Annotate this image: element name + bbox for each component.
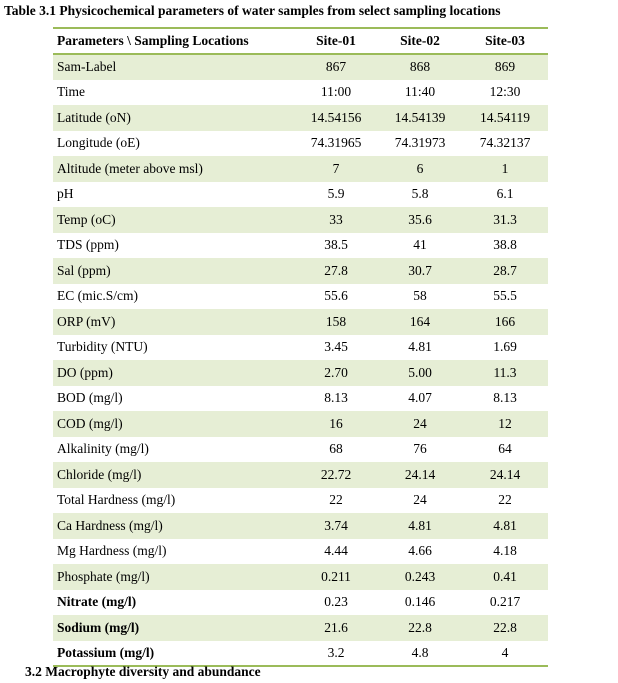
site-01-value: 158 — [325, 313, 347, 329]
param-name: TDS (ppm) — [57, 237, 119, 253]
table-row — [53, 590, 548, 616]
site-01-value: 74.31965 — [310, 135, 362, 151]
param-name: Longitude (oE) — [57, 135, 140, 151]
site-01-value: 21.6 — [324, 619, 348, 635]
site-02-value: 22.8 — [408, 619, 432, 635]
table-row — [53, 411, 548, 437]
site-02-value: 41 — [413, 237, 427, 253]
site-03-value: 14.54119 — [479, 109, 531, 125]
param-name: COD (mg/l) — [57, 415, 123, 431]
table-caption: Table 3.1 Physicochemical parameters of water samples from select sampling locations — [4, 3, 501, 18]
site-03-value: 0.41 — [493, 568, 517, 584]
site-01-value: 3.74 — [324, 517, 348, 533]
site-03-value: 1.69 — [493, 339, 517, 355]
site-02-value: 24 — [413, 415, 427, 431]
site-01-value: 33 — [329, 211, 343, 227]
site-01-value: 2.70 — [324, 364, 348, 380]
site-02-value: 76 — [413, 441, 427, 457]
site-02-value: 868 — [409, 59, 431, 75]
site-02-value: 4.66 — [408, 543, 432, 559]
site-01-value: 867 — [325, 59, 347, 75]
param-name: Turbidity (NTU) — [57, 339, 148, 355]
site-01-value: 27.8 — [324, 262, 348, 278]
site-02-value: 0.243 — [404, 568, 436, 584]
site-01-value: 3.2 — [327, 644, 345, 660]
site-02-value: 164 — [409, 313, 431, 329]
table-row — [53, 156, 548, 182]
site-03-value: 24.14 — [489, 466, 521, 482]
param-name: DO (ppm) — [57, 364, 113, 380]
site-01-value: 22 — [329, 492, 343, 508]
site-01-value: 38.5 — [324, 237, 348, 253]
site-01-value: 7 — [332, 160, 340, 176]
site-03-value: 22 — [498, 492, 512, 508]
site-02-value: 74.31973 — [394, 135, 446, 151]
site-03-value: 4.18 — [493, 543, 517, 559]
table-row — [53, 182, 548, 208]
header-parameters: Parameters \ Sampling Locations — [57, 33, 249, 48]
table-row — [53, 513, 548, 539]
site-01-value: 4.44 — [324, 543, 348, 559]
site-03-value: 11.3 — [493, 364, 517, 380]
param-name: Sam-Label — [57, 59, 117, 75]
table-row — [53, 207, 548, 233]
site-03-value: 6.1 — [496, 186, 514, 202]
param-name: Chloride (mg/l) — [57, 466, 142, 482]
site-03-value: 38.8 — [493, 237, 517, 253]
param-name: Nitrate (mg/l) — [57, 594, 137, 610]
table-row — [53, 564, 548, 590]
table-row — [53, 462, 548, 488]
table-header-row — [53, 28, 548, 54]
site-03-value: 64 — [498, 441, 512, 457]
site-01-value: 5.9 — [327, 186, 345, 202]
param-name: EC (mic.S/cm) — [57, 288, 138, 304]
param-name: Latitude (oN) — [57, 109, 131, 125]
site-02-value: 4.81 — [408, 339, 432, 355]
site-03-value: 55.5 — [493, 288, 517, 304]
site-03-value: 4 — [501, 644, 509, 660]
site-02-value: 24 — [413, 492, 427, 508]
table-row — [53, 615, 548, 641]
header-site-01: Site-01 — [316, 33, 356, 48]
site-03-value: 12 — [498, 415, 512, 431]
site-03-value: 4.81 — [493, 517, 517, 533]
site-03-value: 869 — [494, 59, 516, 75]
site-01-value: 55.6 — [324, 288, 348, 304]
header-site-02: Site-02 — [400, 33, 440, 48]
site-02-value: 35.6 — [408, 211, 432, 227]
param-name: BOD (mg/l) — [57, 390, 123, 406]
table-row — [53, 309, 548, 335]
site-02-value: 14.54139 — [394, 109, 446, 125]
table-row — [53, 80, 548, 106]
site-03-value: 1 — [501, 160, 509, 176]
table-row — [53, 437, 548, 463]
site-03-value: 8.13 — [493, 390, 517, 406]
site-02-value: 6 — [416, 160, 424, 176]
table-row — [53, 386, 548, 412]
table-row — [53, 335, 548, 361]
site-01-value: 16 — [329, 415, 343, 431]
table-row — [53, 641, 548, 667]
site-03-value: 22.8 — [493, 619, 517, 635]
site-02-value: 4.07 — [408, 390, 432, 406]
param-name: Time — [57, 84, 86, 100]
param-name: Mg Hardness (mg/l) — [57, 543, 167, 559]
param-name: Altitude (meter above msl) — [57, 160, 203, 176]
table-row — [53, 54, 548, 80]
param-name: ORP (mV) — [57, 313, 116, 329]
site-02-value: 11:40 — [404, 84, 436, 100]
table-row — [53, 233, 548, 259]
site-01-value: 68 — [329, 441, 343, 457]
physicochemical-table — [53, 27, 548, 667]
site-01-value: 0.23 — [324, 594, 348, 610]
site-01-value: 0.211 — [321, 568, 351, 584]
site-01-value: 11:00 — [320, 84, 352, 100]
param-name: Sodium (mg/l) — [57, 619, 140, 635]
site-02-value: 30.7 — [408, 262, 432, 278]
table-row — [53, 105, 548, 131]
site-03-value: 166 — [494, 313, 516, 329]
site-01-value: 3.45 — [324, 339, 348, 355]
param-name: pH — [57, 186, 74, 202]
site-02-value: 5.00 — [408, 364, 432, 380]
site-03-value: 31.3 — [493, 211, 517, 227]
param-name: Sal (ppm) — [57, 262, 111, 278]
site-01-value: 14.54156 — [310, 109, 362, 125]
site-02-value: 4.81 — [408, 517, 432, 533]
table-row — [53, 284, 548, 310]
param-name: Alkalinity (mg/l) — [57, 441, 149, 457]
site-02-value: 24.14 — [404, 466, 436, 482]
site-02-value: 4.8 — [411, 644, 429, 660]
table-row — [53, 539, 548, 565]
param-name: Ca Hardness (mg/l) — [57, 517, 163, 533]
header-site-03: Site-03 — [485, 33, 525, 48]
site-01-value: 8.13 — [324, 390, 348, 406]
site-02-value: 0.146 — [404, 594, 436, 610]
param-name: Phosphate (mg/l) — [57, 568, 150, 584]
table-row — [53, 131, 548, 157]
site-03-value: 74.32137 — [479, 135, 531, 151]
site-03-value: 0.217 — [489, 594, 521, 610]
section-heading: 3.2 Macrophyte diversity and abundance — [25, 664, 261, 679]
param-name: Potassium (mg/l) — [57, 644, 155, 660]
site-03-value: 28.7 — [493, 262, 517, 278]
site-01-value: 22.72 — [320, 466, 352, 482]
site-02-value: 5.8 — [411, 186, 429, 202]
param-name: Temp (oC) — [57, 211, 116, 227]
site-02-value: 58 — [413, 288, 427, 304]
param-name: Total Hardness (mg/l) — [57, 492, 176, 508]
table-row — [53, 360, 548, 386]
site-03-value: 12:30 — [489, 84, 521, 100]
table-row — [53, 258, 548, 284]
table-row — [53, 488, 548, 514]
